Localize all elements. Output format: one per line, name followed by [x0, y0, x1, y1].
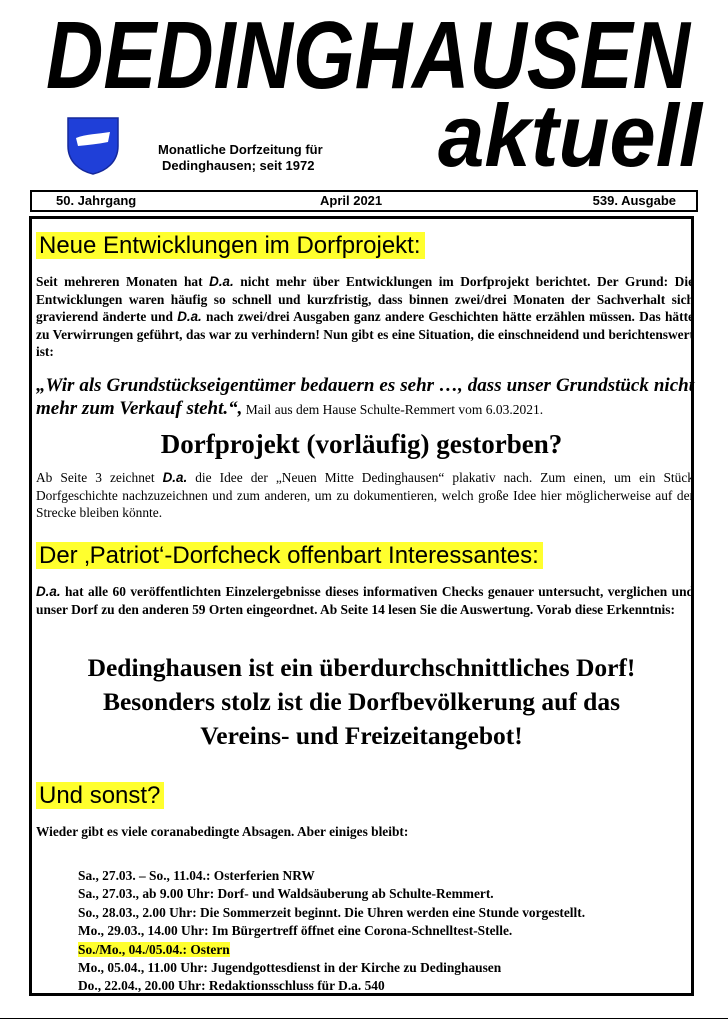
- section3-intro: Wieder gibt es viele coranabedingte Absagen. Aber einiges bleibt:: [36, 824, 409, 839]
- list-item: Sa., 27.03., ab 9.00 Uhr: Dorf- und Waldsäuberung ab Schulte-Remmert.: [78, 886, 494, 902]
- section-heading-text: Neue Entwicklungen im Dorfprojekt:: [36, 232, 425, 259]
- event-list: [78, 867, 698, 996]
- da-abbrev: D.a.: [162, 470, 188, 485]
- headline-line-2: Besonders stolz ist die Dorfbevölkerung auf das: [102, 687, 621, 716]
- list-item: Mo., 05.04., 11.00 Uhr: Jugendgottesdienst in der Kirche zu Dedinghausen: [78, 960, 502, 976]
- headline-dorfprojekt: Dorfprojekt (vorläufig) gestorben?: [160, 429, 563, 459]
- headline-line-1: Dedinghausen ist ein überdurchschnittliches Dorf!: [87, 653, 636, 682]
- masthead-subtitle-text: aktuell: [438, 92, 704, 174]
- list-item: So., 28.03., 2.00 Uhr: Die Sommerzeit beginnt. Die Uhren werden eine Stunde vorgestellt.: [78, 904, 586, 920]
- da-abbrev: D.a.: [36, 584, 61, 599]
- section-heading-text: Und sonst?: [36, 782, 164, 809]
- issue-number: 539. Ausgabe: [592, 193, 676, 208]
- da-abbrev: D.a.: [209, 274, 234, 289]
- main-content-box: [29, 216, 694, 996]
- section1-paragraph-2: Ab Seite 3 zeichnet D.a. die Idee der „Neuen Mitte Dedinghausen“ plakativ nach. Zum einen, um ein Stück Dorfgeschichte nachzuzeichnen und zum anderen, um zu dokumentieren, welch große Idee hier möglicherweise auf der Strecke bleiben könnte.: [36, 470, 694, 521]
- tagline-line-2: Dedinghausen; seit 1972: [162, 158, 315, 173]
- list-item-highlighted: [78, 941, 698, 959]
- quote-text: „Wir als Grundstückseigentümer bedauern es sehr …, dass unser Grundstück nicht mehr zum Verkauf steht.“,: [36, 375, 694, 419]
- da-abbrev: D.a.: [177, 309, 202, 325]
- quote-source: Mail aus dem Hause Schulte-Remmert vom 6.03.2021.: [242, 402, 544, 417]
- headline-dorfcheck: [32, 651, 691, 753]
- masthead-title-text: DEDINGHAUSEN: [46, 6, 692, 96]
- issue-date: April 2021: [320, 193, 383, 208]
- section-heading-text: Der ‚Patriot‘-Dorfcheck offenbart Interessantes:: [36, 542, 543, 569]
- headline-line-3: Vereins- und Freizeitangebot!: [200, 721, 523, 750]
- list-item: Do., 22.04., 20.00 Uhr: Redaktionsschluss für D.a. 540: [78, 978, 385, 994]
- page-bottom-rule: [0, 1018, 728, 1031]
- issue-info-bar: [30, 190, 698, 212]
- list-item-text: So./Mo., 04./05.04.: Ostern: [78, 941, 230, 957]
- volume-label: 50. Jahrgang: [56, 193, 137, 208]
- list-item: Sa., 27.03. – So., 11.04.: Osterferien NRW: [78, 868, 315, 883]
- section-heading-dorfprojekt: [36, 231, 425, 261]
- section2-paragraph: D.a. hat alle 60 veröffentlichten Einzelergebnisse dieses informativen Checks genauer untersucht, verglichen und unser Dorf zu den anderen 59 Orten eingeordnet. Ab Seite 14 lesen Sie die Auswertung. Vorab diese Erkenntnis:: [36, 584, 694, 617]
- section1-paragraph: Seit mehreren Monaten hat D.a. nicht mehr über Entwicklungen im Dorfprojekt berichtet. Der Grund: Die Entwicklungen waren häufig so schnell und kurzfristig, dass binnen zwei/drei Monaten der Sachverhalt sich gravierend änderte und D.a. nach zwei/drei Ausgaben ganz andere Geschichten hätte erzählen müssen. Das hätte zu Verwirrungen geführt, das war zu verhindern! Nun gibt es eine Situation, die einschneidend und berichtenswert ist:: [36, 274, 695, 360]
- section-heading-sonst: [36, 781, 164, 811]
- section-heading-dorfcheck: [36, 541, 543, 571]
- masthead-subtitle: [436, 92, 706, 174]
- list-item: Mo., 29.03., 14.00 Uhr: Im Bürgertreff öffnet eine Corona-Schnelltest-Stelle.: [78, 923, 513, 939]
- coat-of-arms-icon: [66, 116, 120, 176]
- tagline-line-1: Monatliche Dorfzeitung für: [158, 142, 323, 157]
- tagline: [158, 142, 323, 174]
- quote-block: [36, 374, 694, 421]
- masthead-title: [44, 6, 694, 96]
